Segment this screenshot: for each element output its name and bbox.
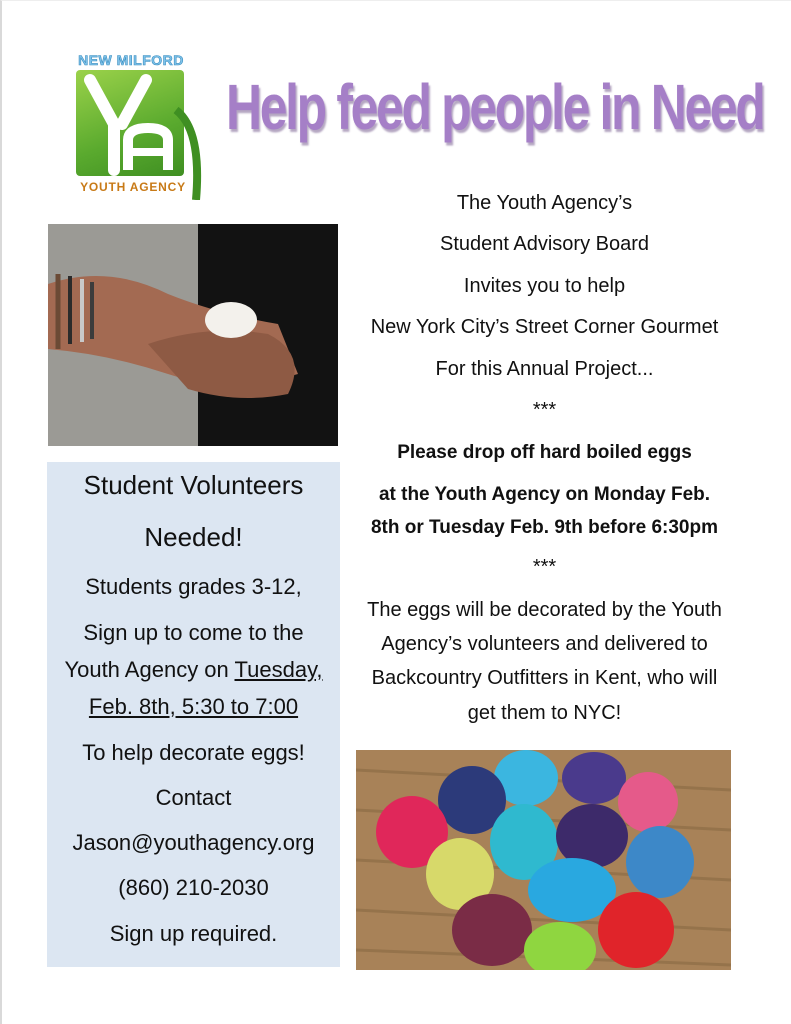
volunteer-contact-label: Contact bbox=[155, 785, 232, 810]
dropoff-line3: 8th or Tuesday Feb. 9th before 6:30pm bbox=[370, 517, 718, 538]
intro-line5: For this Annual Project... bbox=[435, 358, 654, 380]
volunteer-decorate: To help decorate eggs! bbox=[82, 740, 305, 765]
eggs-info-line3: Backcountry Outfitters in Kent, who will bbox=[371, 667, 718, 689]
volunteer-signup-prefix: Youth Agency on bbox=[64, 657, 235, 682]
intro-line3: Invites you to help bbox=[463, 275, 626, 297]
volunteer-signup-time: Feb. 8th, 5:30 to 7:00 bbox=[88, 694, 299, 719]
logo-top-text: NEW MILFORD bbox=[78, 52, 184, 68]
youth-agency-logo bbox=[76, 52, 216, 200]
headline: Help feed people in Need bbox=[226, 71, 764, 143]
divider-top: *** bbox=[532, 399, 557, 421]
hands-holding-egg-photo bbox=[48, 224, 338, 446]
dropoff-line2: at the Youth Agency on Monday Feb. bbox=[378, 484, 711, 505]
logo-bottom-text: YOUTH AGENCY bbox=[80, 180, 186, 194]
volunteer-signup-date-underlined: Tuesday, bbox=[234, 657, 323, 682]
volunteer-phone: (860) 210-2030 bbox=[118, 875, 269, 900]
eggs-info-line4: get them to NYC! bbox=[467, 702, 622, 724]
volunteer-title-line2: Needed! bbox=[144, 522, 243, 552]
volunteer-required: Sign up required. bbox=[109, 921, 278, 946]
volunteer-grades: Students grades 3-12, bbox=[85, 574, 302, 599]
volunteer-signup-line2 bbox=[47, 657, 340, 683]
volunteer-email: Jason@youthagency.org bbox=[72, 830, 315, 855]
volunteer-box bbox=[47, 462, 340, 967]
eggs-info-line2: Agency’s volunteers and delivered to bbox=[381, 633, 708, 655]
divider-bottom: *** bbox=[532, 556, 557, 578]
dropoff-line1: Please drop off hard boiled eggs bbox=[397, 442, 692, 463]
volunteer-title-line1: Student Volunteers bbox=[83, 470, 304, 500]
intro-line4: New York City’s Street Corner Gourmet bbox=[370, 316, 719, 338]
volunteer-signup-line1: Sign up to come to the bbox=[83, 620, 304, 645]
logo-ya-mark bbox=[76, 70, 184, 176]
intro-line1: The Youth Agency’s bbox=[456, 192, 633, 214]
eggs-info-line1: The eggs will be decorated by the Youth bbox=[367, 599, 722, 621]
decorated-eggs-basket-photo bbox=[356, 750, 731, 970]
intro-line2: Student Advisory Board bbox=[439, 233, 649, 255]
